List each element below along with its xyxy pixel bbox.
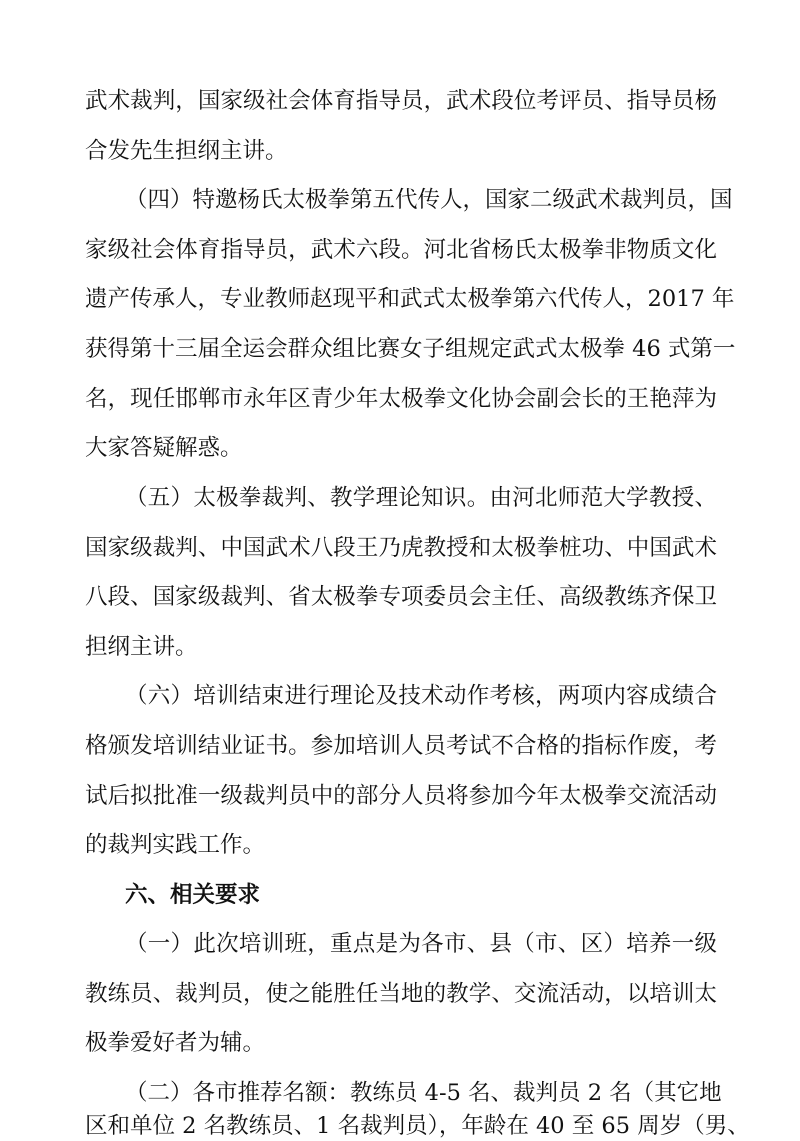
text-line: 名，现任邯郸市永年区青少年太极拳文化协会副会长的王艳萍为 — [85, 386, 717, 412]
text-line: （六）培训结束进行理论及技术动作考核，两项内容成绩合 — [125, 683, 717, 709]
text-line: 试后拟批准一级裁判员中的部分人员将参加今年太极拳交流活动 — [85, 783, 717, 809]
text-line: 的裁判实践工作。 — [85, 832, 266, 858]
text-line: 合发先生担纲主讲。 — [85, 138, 288, 164]
text-line: 获得第十三届全运会群众组比赛女子组规定武式太极拳 46 式第一 — [85, 336, 736, 362]
section-heading: 六、相关要求 — [125, 882, 261, 908]
text-line: （二）各市推荐名额：教练员 4-5 名、裁判员 2 名（其它地 — [125, 1080, 722, 1106]
text-line: 国家级裁判、中国武术八段王乃虎教授和太极拳桩功、中国武术 — [85, 535, 717, 561]
text-line: （四）特邀杨氏太极拳第五代传人，国家二级武术裁判员，国 — [125, 187, 733, 213]
text-line: 家级社会体育指导员，武术六段。河北省杨氏太极拳非物质文化 — [85, 237, 717, 263]
text-line: （一）此次培训班，重点是为各市、县（市、区）培养一级 — [125, 931, 717, 957]
text-line: 八段、国家级裁判、省太极拳专项委员会主任、高级教练齐保卫 — [85, 584, 717, 610]
text-line: 遗产传承人，专业教师赵现平和武式太极拳第六代传人，2017 年 — [85, 286, 735, 312]
text-line: 教练员、裁判员，使之能胜任当地的教学、交流活动，以培训太 — [85, 981, 717, 1007]
text-line: 大家答疑解惑。 — [85, 435, 243, 461]
text-line: 区和单位 2 名教练员、1 名裁判员），年龄在 40 至 65 周岁（男、 — [85, 1113, 750, 1139]
text-line: 武术裁判，国家级社会体育指导员，武术段位考评员、指导员杨 — [85, 88, 717, 114]
text-line: 格颁发培训结业证书。参加培训人员考试不合格的指标作废，考 — [85, 733, 717, 759]
text-line: 担纲主讲。 — [85, 634, 198, 660]
text-line: 极拳爱好者为辅。 — [85, 1030, 266, 1056]
text-line: （五）太极拳裁判、教学理论知识。由河北师范大学教授、 — [125, 485, 717, 511]
